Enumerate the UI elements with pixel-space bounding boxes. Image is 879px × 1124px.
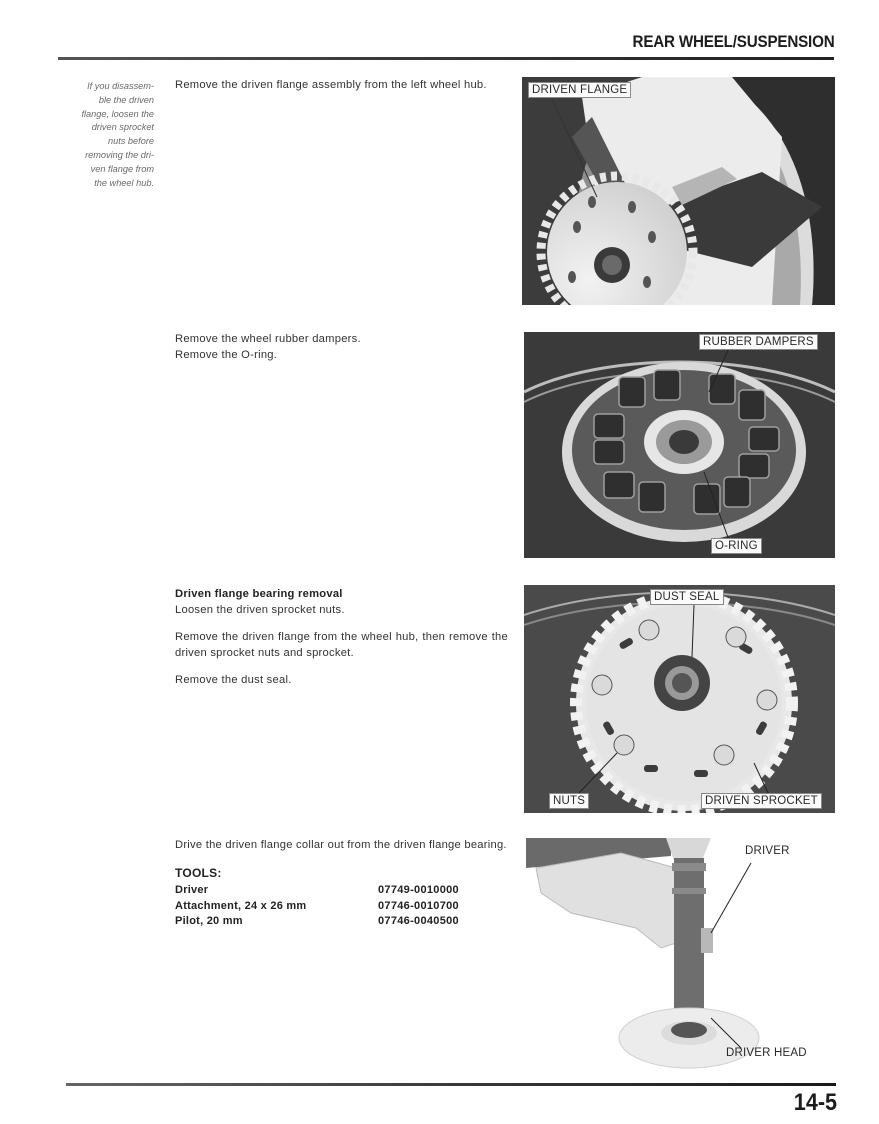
step-heading: Driven flange bearing removal [175, 588, 343, 600]
tools-heading: TOOLS: [175, 865, 222, 880]
tools-table [175, 883, 508, 930]
tool-name: Attachment, 24 x 26 mm [175, 899, 307, 912]
side-note-line: removing the dri- [85, 149, 154, 160]
step-2-text [175, 332, 508, 363]
rubber-dampers-illustration [524, 332, 835, 558]
driven-flange-illustration [522, 77, 835, 305]
step-3-text [175, 587, 508, 689]
step-paragraph: Remove the driven flange from the wheel hub, then remove the driven sprocket nuts and sprocket. [175, 631, 508, 659]
callout-rubber-dampers: RUBBER DAMPERS [699, 334, 818, 350]
step-paragraph: Remove the driven flange assembly from the left wheel hub. [175, 79, 487, 91]
step-paragraph: Remove the dust seal. [175, 674, 292, 686]
callout-driven-flange: DRIVEN FLANGE [528, 82, 631, 98]
tool-name: Pilot, 20 mm [175, 915, 243, 927]
step-paragraph: Remove the O-ring. [175, 348, 278, 361]
section-title: REAR WHEEL/SUSPENSION [632, 33, 834, 51]
driver-photo [526, 838, 835, 1070]
rubber-dampers-photo [524, 332, 835, 558]
callout-nuts: NUTS [549, 793, 589, 809]
tools-row [175, 914, 508, 930]
dust-seal-photo [524, 585, 835, 813]
header-rule [58, 57, 834, 60]
step-paragraph: Loosen the driven sprocket nuts. [175, 603, 345, 616]
driven-flange-photo [522, 77, 835, 305]
callout-driven-sprocket: DRIVEN SPROCKET [701, 793, 822, 809]
step-1-text [175, 78, 508, 94]
footer-rule [66, 1083, 836, 1086]
tools-row [175, 899, 508, 915]
tools-row [175, 883, 508, 899]
side-note [58, 80, 154, 190]
side-note-line: If you disassem- [87, 81, 154, 91]
tool-part-number: 07746-0010700 [378, 899, 459, 912]
side-note-line: nuts before [108, 136, 154, 147]
step-4-text [175, 838, 508, 930]
step-paragraph: Remove the wheel rubber dampers. [175, 333, 361, 345]
tool-part-number: 07749-0010000 [378, 884, 459, 896]
side-note-line: flange, loosen the [81, 108, 154, 119]
driver-illustration [526, 838, 835, 1070]
page-number: 14-5 [793, 1089, 837, 1116]
side-note-line: ven flange from [90, 163, 154, 174]
callout-o-ring: O-RING [711, 538, 762, 554]
side-note-line: the wheel hub. [94, 177, 154, 188]
tool-name: Driver [175, 884, 209, 896]
side-note-line: ble the driven [98, 94, 154, 105]
dust-seal-illustration [524, 585, 835, 813]
callout-dust-seal: DUST SEAL [650, 589, 724, 605]
callout-driver-head: DRIVER HEAD [726, 1047, 807, 1059]
step-paragraph: Drive the driven flange collar out from the driven flange bearing. [175, 839, 507, 851]
tool-part-number: 07746-0040500 [378, 915, 459, 927]
side-note-line: driven sprocket [91, 122, 154, 133]
callout-driver: DRIVER [745, 845, 790, 857]
